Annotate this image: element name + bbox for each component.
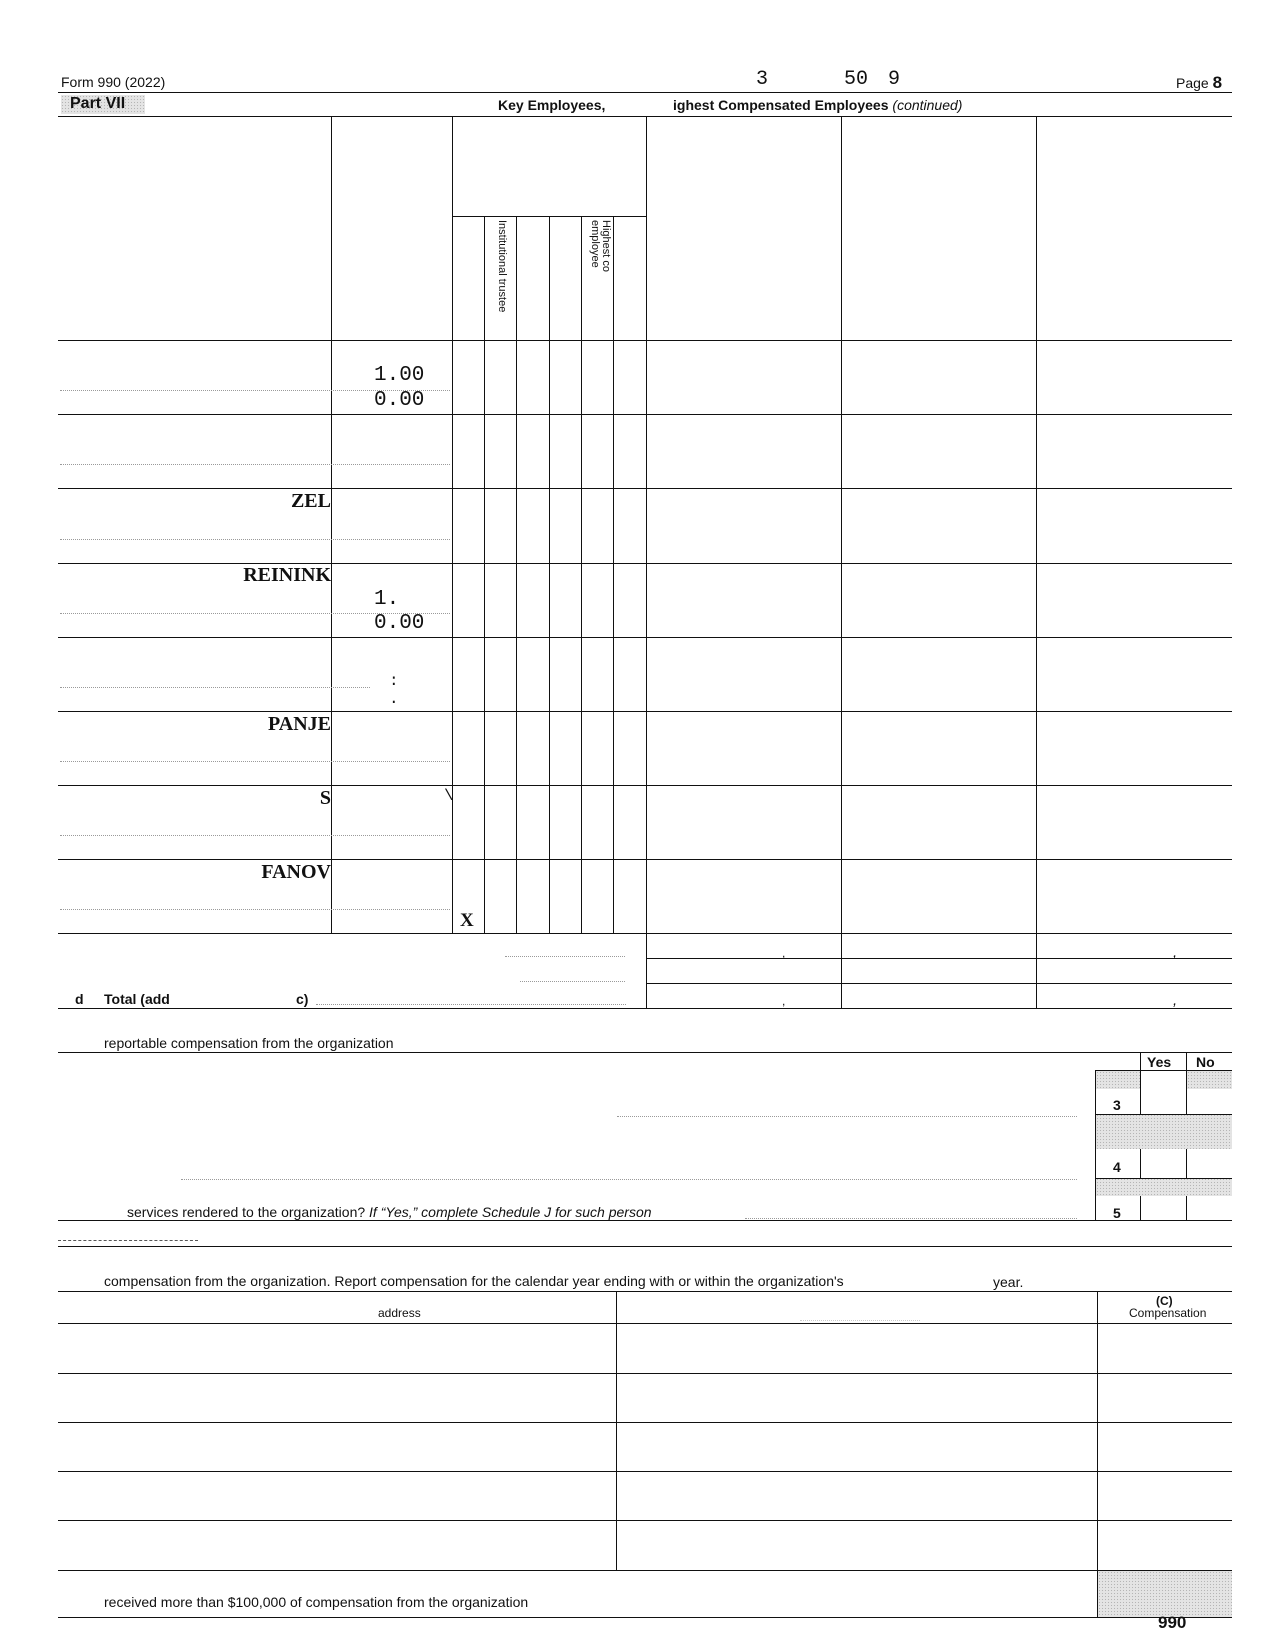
line-3-number: 3 [1113, 1097, 1121, 1113]
line-5-number: 5 [1113, 1205, 1121, 1221]
footer-form-number: 990 [1158, 1613, 1187, 1632]
row-3-name: REININK [243, 564, 331, 586]
row-0-hours-bottom: 0.00 [374, 389, 425, 412]
total-label-end: c) [296, 991, 309, 1007]
institutional-trustee-header: Institutional trustee [496, 220, 508, 313]
comp-report-text: compensation from the organization. Report compensation for the calendar year ending with or within the organization's [104, 1273, 844, 1289]
row-6-name: S [319, 787, 331, 809]
total-comma-4: , [1173, 992, 1178, 1009]
page-indicator [1176, 73, 1222, 93]
total-comma-3: , [782, 994, 786, 1008]
part-title-main: ighest Compensated Employees [673, 97, 889, 113]
no-header: No [1196, 1054, 1215, 1070]
line-5-instruction: If “Yes,” complete Schedule J for such person [369, 1204, 652, 1220]
line-5-text [127, 1204, 652, 1220]
year-word: year. [993, 1274, 1024, 1290]
ein-digit-2: 50 [844, 68, 869, 91]
row-7-name: FANOV [261, 861, 331, 883]
ein-digit-1: 3 [756, 68, 769, 91]
row-6-hours-top: \ [444, 787, 454, 805]
row-3-hours-bottom: 0.00 [374, 612, 425, 635]
comp-report-line [104, 1273, 844, 1289]
page-number: 8 [1212, 73, 1223, 92]
ein-digit-3: 9 [888, 68, 901, 91]
part-title-2 [673, 97, 962, 113]
row-4-hours-top: : [389, 672, 399, 690]
row-3-hours-top: 1. [374, 588, 400, 611]
line-4-number: 4 [1113, 1159, 1121, 1175]
part-title-1: Key Employees, [498, 97, 606, 113]
total-label: Total (add [104, 991, 170, 1007]
highest-comp-header-2: employee [589, 220, 601, 268]
comp-col-letter: (C) [1156, 1294, 1173, 1308]
total-letter: d [75, 991, 84, 1007]
received-line: received more than $100,000 of compensation from the organization [104, 1594, 529, 1610]
comp-col-header: Compensation [1129, 1306, 1207, 1320]
row-7-check: X [460, 910, 474, 931]
row-5-name: PANJE [268, 713, 331, 735]
page-word: Page [1176, 75, 1209, 91]
total-comma-2: , [1173, 944, 1178, 961]
part-label: Part VII [70, 95, 126, 112]
form-label: Form 990 (2022) [61, 74, 166, 90]
highest-comp-header-1: Highest co [600, 220, 612, 272]
yes-header: Yes [1147, 1054, 1172, 1070]
address-header: address [378, 1306, 421, 1320]
row-2-name: ZEL [290, 490, 331, 512]
row-4-hours-bottom: . [389, 690, 399, 708]
line-5-question: services rendered to the organization? [127, 1204, 366, 1220]
part-title-continued: (continued) [892, 97, 963, 113]
row-0-hours-top: 1.00 [374, 364, 425, 387]
total-comma-1: , [782, 946, 786, 960]
reportable-comp-line: reportable compensation from the organization [104, 1035, 394, 1051]
